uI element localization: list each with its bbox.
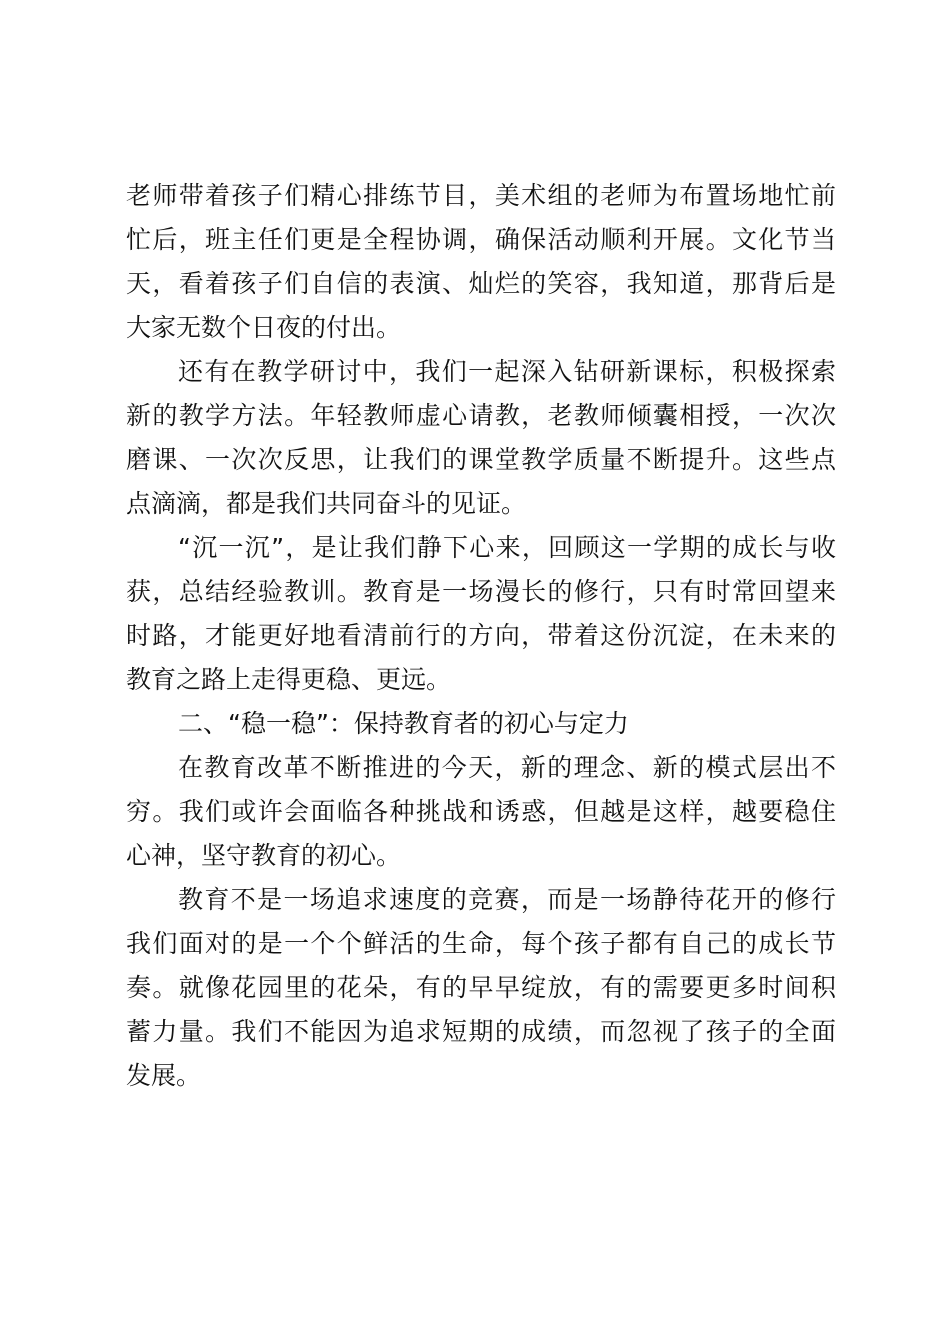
paragraph-2 <box>126 350 836 526</box>
paragraph-line: 穷。我们或许会面临各种挑战和诱惑，但越是这样，越要稳住 <box>126 797 836 826</box>
paragraph-line: 教育不是一场追求速度的竞赛，而是一场静待花开的修行 <box>178 885 836 914</box>
paragraph-line: 大家无数个日夜的付出。 <box>126 313 402 342</box>
section-heading <box>126 702 836 746</box>
paragraph-line: 点滴滴，都是我们共同奋斗的见证。 <box>126 489 527 518</box>
paragraph-6 <box>126 878 836 1098</box>
paragraph-line: 天，看着孩子们自信的表演、灿烂的笑容，我知道，那背后是 <box>126 269 836 298</box>
paragraph-line: 磨课、一次次反思，让我们的课堂教学质量不断提升。这些点 <box>126 445 836 474</box>
paragraph-line: 发展。 <box>126 1061 202 1090</box>
document-body <box>126 174 836 1098</box>
paragraph-line: 老师带着孩子们精心排练节目，美术组的老师为布置场地忙前 <box>126 181 836 210</box>
paragraph-line: 时路，才能更好地看清前行的方向，带着这份沉淀，在未来的 <box>126 621 836 650</box>
paragraph-line: 蓄力量。我们不能因为追求短期的成绩，而忽视了孩子的全面 <box>126 1017 836 1046</box>
paragraph-line: 忙后，班主任们更是全程协调，确保活动顺利开展。文化节当 <box>126 225 836 254</box>
paragraph-line: “沉一沉”，是让我们静下心来，回顾这一学期的成长与收 <box>178 533 836 562</box>
section-heading-text: 二、“稳一稳”：保持教育者的初心与定力 <box>178 709 629 738</box>
paragraph-1 <box>126 174 836 350</box>
paragraph-line: 还有在教学研讨中，我们一起深入钻研新课标，积极探索 <box>178 357 836 386</box>
paragraph-line: 在教育改革不断推进的今天，新的理念、新的模式层出不 <box>178 753 836 782</box>
paragraph-line: 教育之路上走得更稳、更远。 <box>126 665 452 694</box>
paragraph-5 <box>126 746 836 878</box>
paragraph-3 <box>126 526 836 702</box>
paragraph-line: 获，总结经验教训。教育是一场漫长的修行，只有时常回望来 <box>126 577 836 606</box>
paragraph-line: 心神，坚守教育的初心。 <box>126 841 402 870</box>
paragraph-line: 新的教学方法。年轻教师虚心请教，老教师倾囊相授，一次次 <box>126 401 836 430</box>
paragraph-line: 奏。就像花园里的花朵，有的早早绽放，有的需要更多时间积 <box>126 973 836 1002</box>
paragraph-line: 我们面对的是一个个鲜活的生命，每个孩子都有自己的成长节 <box>126 929 836 958</box>
